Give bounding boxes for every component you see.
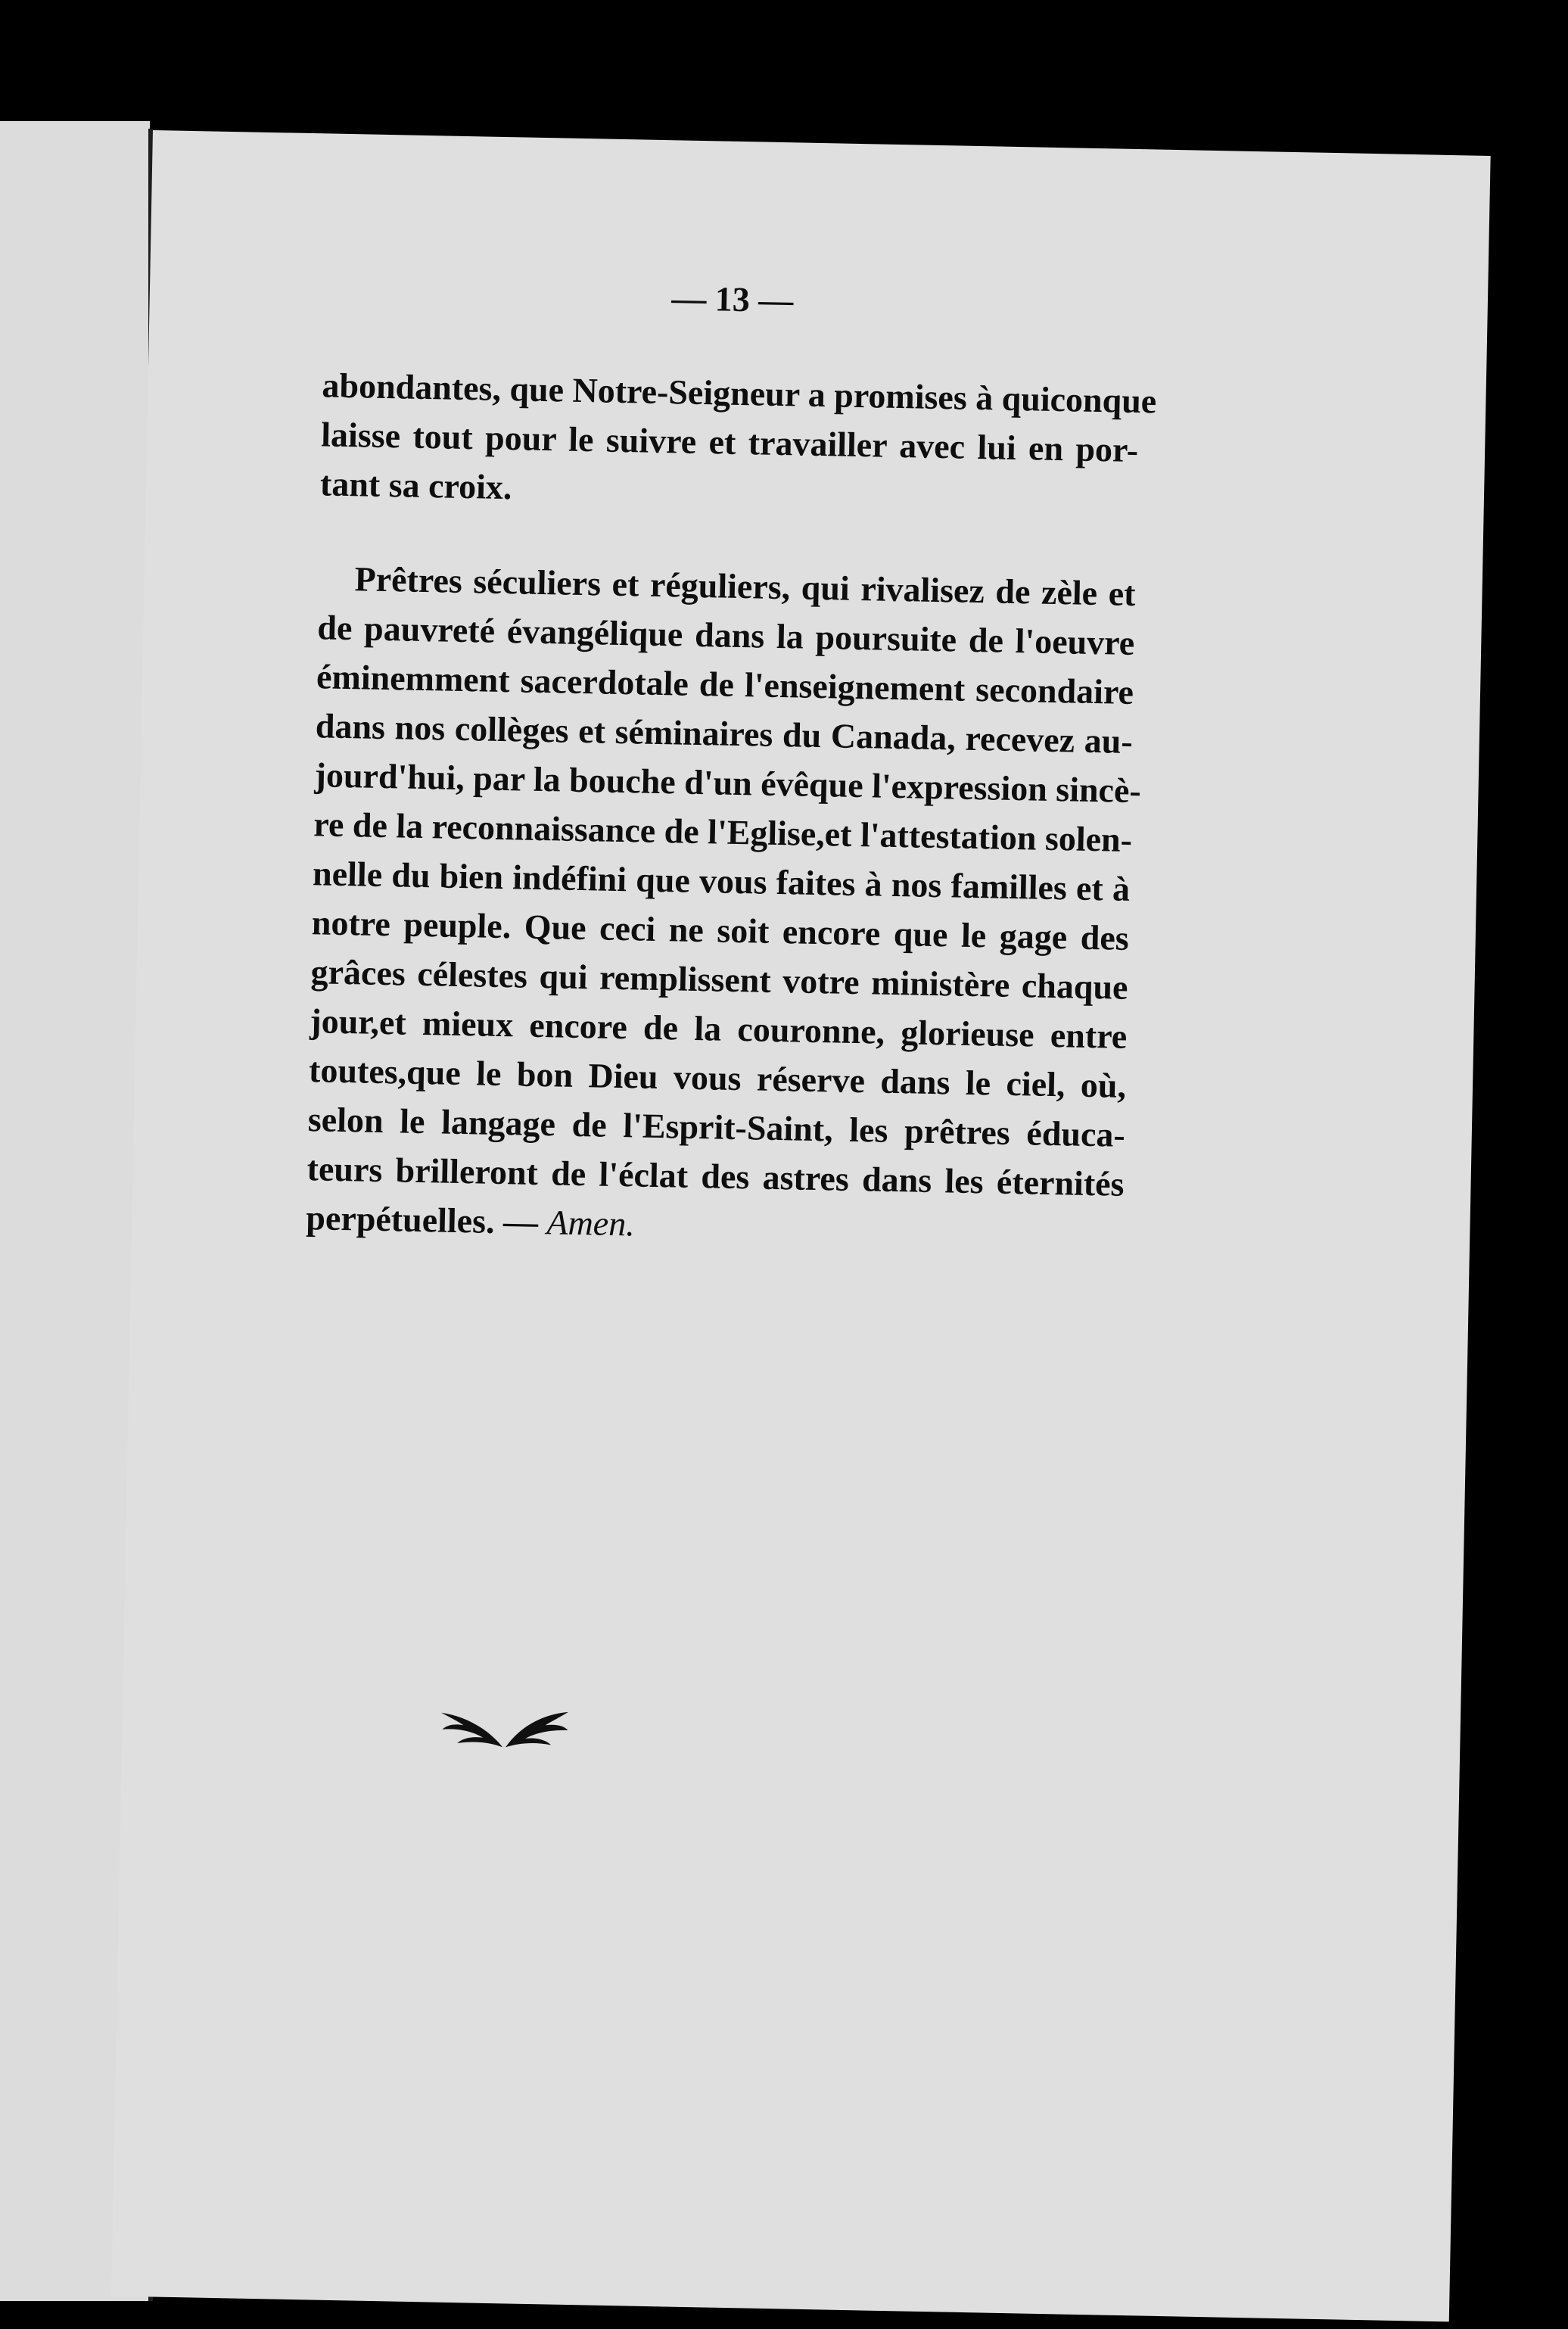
amen-text: Amen. — [546, 1203, 636, 1244]
paragraph-1 — [319, 360, 1157, 524]
text-line: re de la reconnaissance de l'Eglise,et l'attestation solen- — [313, 805, 1133, 860]
text-block — [305, 279, 1157, 1303]
text-line: teurs brilleront de l'éclat des astres dans les éternités — [306, 1149, 1125, 1203]
text-line: grâces célestes qui remplissent votre ministère chaque — [310, 952, 1128, 1007]
paragraph-2 — [305, 553, 1142, 1258]
final-text: perpétuelles. — — [305, 1198, 548, 1242]
text-line: abondantes, que Notre-Seigneur a promises à quiconque — [322, 366, 1157, 421]
text-line: toutes,que le bon Dieu vous réserve dans le ciel, où, — [308, 1051, 1127, 1105]
text-line: Prêtres séculiers et réguliers, qui rivalisez de zèle et — [354, 559, 1136, 614]
text-line: tant sa croix. — [319, 464, 512, 507]
text-line: nelle du bien indéfini que vous faites à nos familles et à — [312, 854, 1131, 908]
text-line: dans nos collèges et séminaires du Canada, recevez au- — [315, 706, 1134, 761]
page-number: — 13 — — [670, 279, 794, 320]
text-line: jourd'hui, par la bouche d'un évêque l'expression sincè- — [314, 755, 1142, 811]
text-line: selon le langage de l'Esprit-Saint, les prêtres éduca- — [307, 1100, 1126, 1154]
book-page — [111, 130, 1491, 2321]
leaf-ornament-icon — [436, 1699, 573, 1755]
text-line: laisse tout pour le suivre et travailler avec lui en por- — [320, 415, 1139, 470]
text-line: de pauvreté évangélique dans la poursuite de l'oeuvre — [316, 608, 1135, 663]
text-line: éminemment sacerdotale de l'enseignement secondaire — [316, 657, 1134, 712]
text-line: notre peuple. Que ceci ne soit encore que le gage des — [311, 903, 1130, 957]
text-line: jour,et mieux encore de la couronne, glorieuse entre — [309, 1001, 1128, 1056]
